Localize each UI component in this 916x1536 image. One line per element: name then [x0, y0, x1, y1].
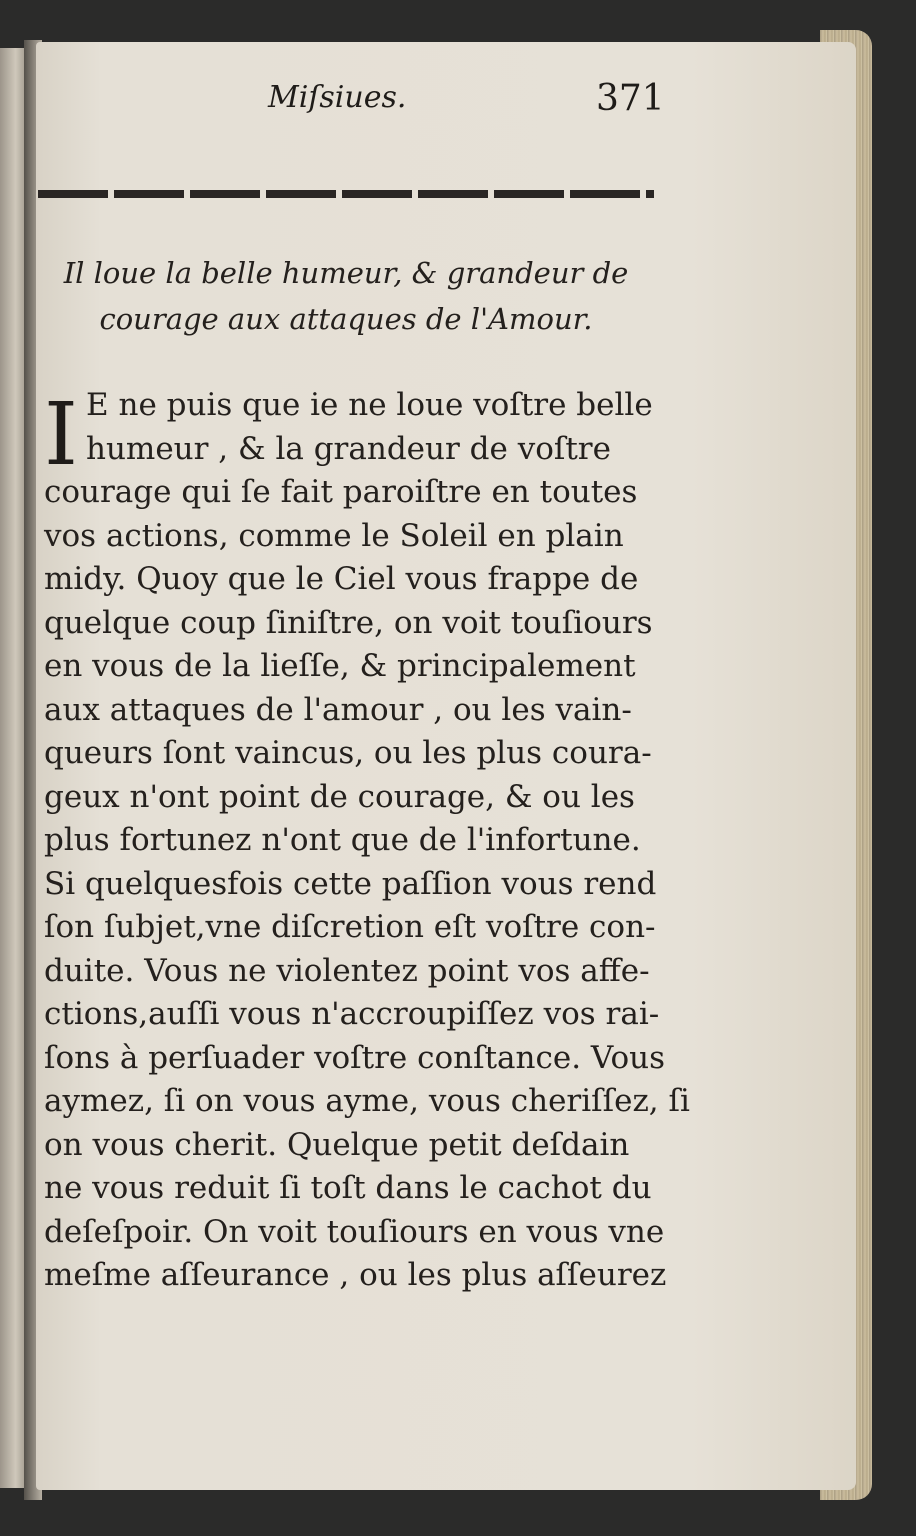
drop-cap: I — [44, 385, 78, 485]
running-head: Miſsiues. — [268, 80, 407, 115]
text-line: aymez, ſi on vous ayme, vous cheriſſez, ſi — [44, 1083, 690, 1119]
text-line: deſeſpoir. On voit touſiours en vous vne — [44, 1213, 665, 1250]
text-line: meſme aſſeurance , ou les plus aſſeurez — [44, 1257, 667, 1293]
chapter-heading — [38, 250, 654, 342]
text-line: queurs ſont vaincus, ou les plus coura- — [44, 735, 652, 771]
text-line: ſons à perſuader voſtre conſtance. Vous — [44, 1039, 665, 1076]
facing-page-edge — [0, 48, 26, 1488]
text-line: ctions,auſſi vous n'accroupiſſez vos rai- — [44, 996, 660, 1032]
text-line: humeur , & la grandeur de voſtre — [86, 430, 611, 467]
text-line: duite. Vous ne violentez point vos affe- — [44, 952, 650, 989]
body-text — [44, 384, 690, 1298]
text-line: en vous de la lieſſe, & principalement — [44, 648, 636, 684]
text-line: vos actions, comme le Soleil en plain — [44, 517, 624, 554]
heading-line: courage aux attaques de l'Amour. — [99, 302, 593, 336]
text-line: midy. Quoy que le Ciel vous frappe de — [44, 561, 639, 597]
text-line: geux n'ont point de courage, & ou les — [44, 778, 635, 815]
page-number: 371 — [596, 78, 665, 119]
text-line: aux attaques de l'amour , ou les vain- — [44, 691, 632, 728]
text-line: ne vous reduit ſi toſt dans le cachot du — [44, 1170, 652, 1206]
ornamental-rule — [38, 190, 654, 198]
text-line: on vous cherit. Quelque petit deſdain — [44, 1126, 630, 1163]
text-line: quelque coup ſiniſtre, on voit touſiours — [44, 604, 653, 641]
heading-line: Il loue la belle humeur, & grandeur de — [63, 256, 629, 290]
text-line: courage qui ſe fait paroiſtre en toutes — [44, 474, 638, 510]
page-header — [36, 70, 856, 130]
text-line: E ne puis que ie ne loue voſtre belle — [86, 387, 653, 423]
text-line: plus fortunez n'ont que de l'infortune. — [44, 822, 641, 858]
text-line: Si quelquesfois cette paſſion vous rend — [44, 865, 657, 902]
text-line: ſon ſubjet,vne diſcretion eſt voſtre con- — [44, 909, 656, 945]
